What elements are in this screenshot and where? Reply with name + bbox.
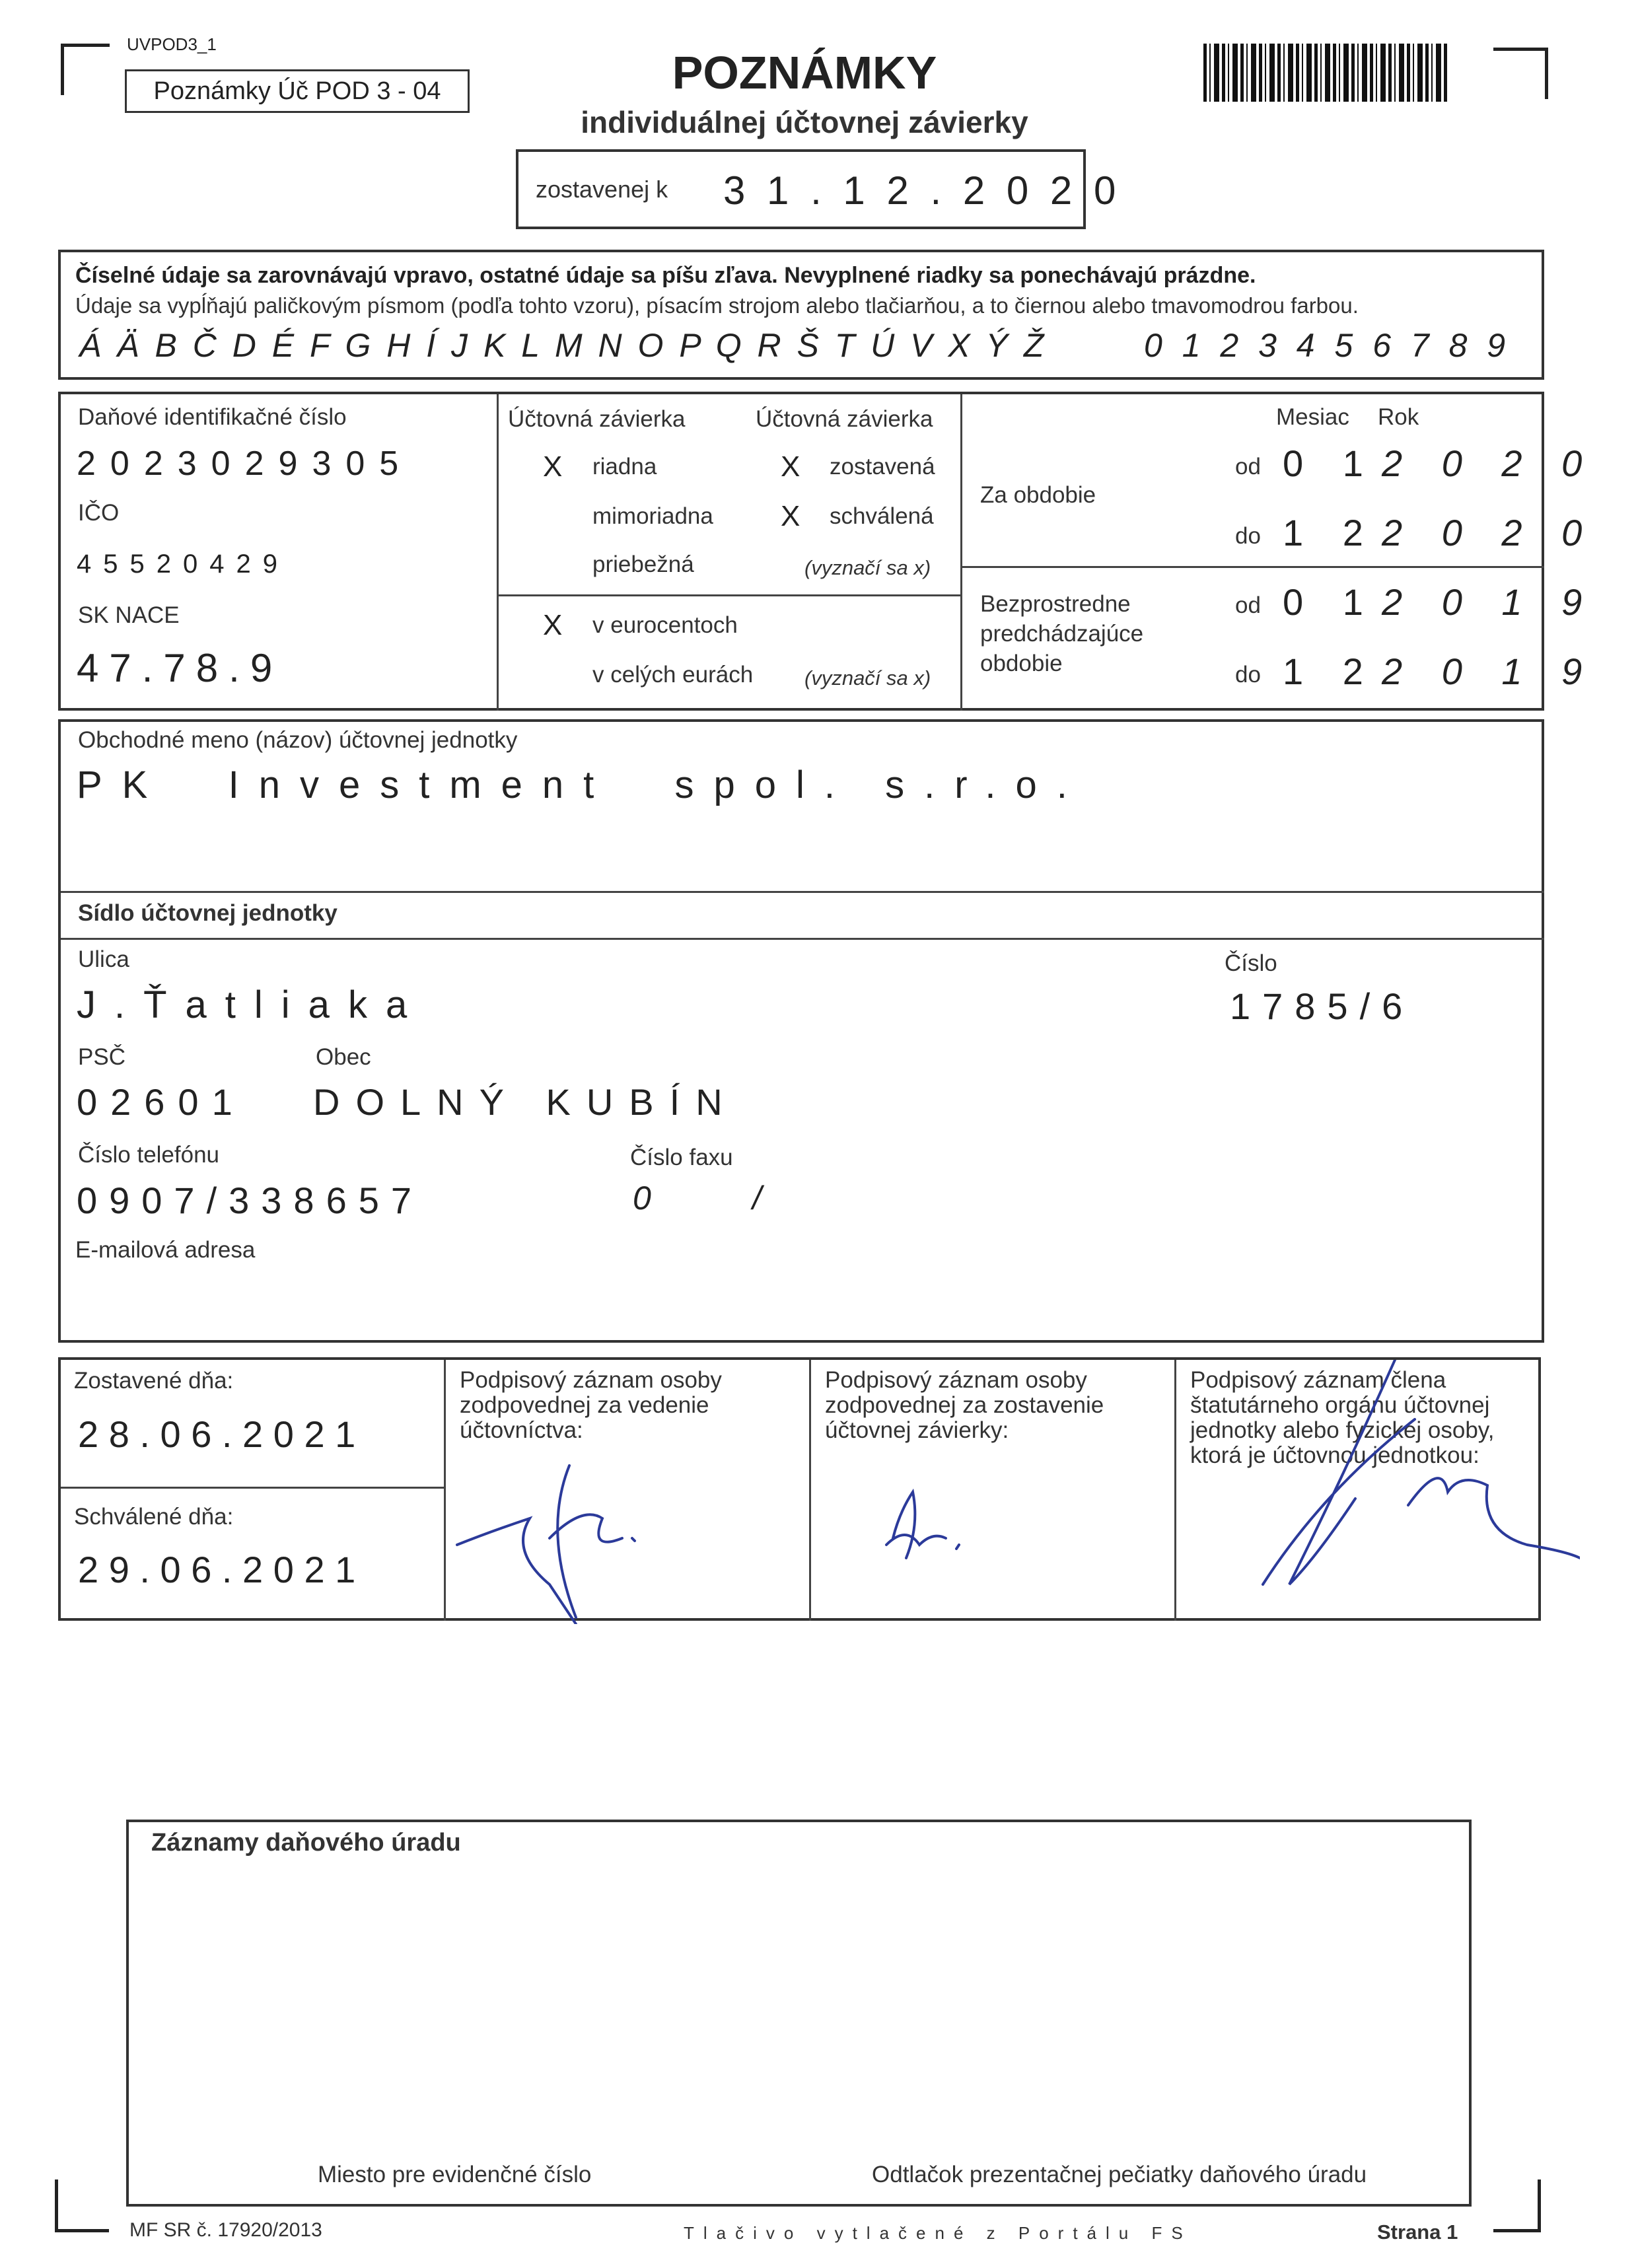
- dic-value: 2023029305: [77, 444, 413, 483]
- year-header: Rok: [1378, 404, 1419, 430]
- prev-from-month: 0 1: [1283, 581, 1378, 623]
- date-label: zostavenej k: [536, 176, 668, 203]
- corner-mark: [1493, 2179, 1541, 2232]
- checkbox-zostavena[interactable]: X: [781, 450, 801, 483]
- phone-label: Číslo telefónu: [78, 1142, 220, 1168]
- evidence-number-label: Miesto pre evidenčné číslo: [318, 2162, 592, 2187]
- tax-office-title: Záznamy daňového úradu: [151, 1829, 461, 1857]
- current-to-year: 2 0 2 0: [1382, 512, 1597, 553]
- current-from-month: 0 1: [1283, 443, 1378, 484]
- sample-digits: 0 1 2 3 4 5 6 7 8 9: [1144, 327, 1511, 364]
- unit-celych-eurach: v celých eurách: [592, 662, 754, 688]
- checkbox-schvalena[interactable]: X: [781, 500, 801, 532]
- nace-value: 47.78.9: [77, 646, 283, 690]
- state-zostavena: zostavená: [830, 454, 935, 479]
- hint-text: (vyznačí sa x): [804, 556, 931, 579]
- psc-value: 02601: [77, 1081, 246, 1123]
- sig3-label: Podpisový záznam člena štatutárneho orgánu účtovnej jednotky alebo fyzickej osoby, ktorá je účtovnou jednotkou:: [1190, 1367, 1495, 1468]
- prev-period-label: obdobie: [980, 651, 1063, 676]
- footer-printed: Tlačivo vytlačené z Portálu FS: [684, 2223, 1192, 2243]
- sig2-label: Podpisový záznam osoby zodpovednej za zostavenie účtovnej závierky:: [825, 1367, 1104, 1443]
- month-header: Mesiac: [1276, 404, 1349, 430]
- email-label: E-mailová adresa: [75, 1237, 256, 1263]
- street-value: J.Ťatliaka: [77, 983, 426, 1026]
- signature-1: [450, 1452, 715, 1624]
- current-from-year: 2 0 2 0: [1382, 443, 1597, 484]
- nace-label: SK NACE: [78, 602, 180, 628]
- state-header: Účtovná závierka: [756, 406, 933, 432]
- phone-value: 0907/338657: [77, 1180, 424, 1221]
- prev-period-label: Bezprostredne: [980, 591, 1131, 617]
- prev-to-year: 2 0 1 9: [1382, 651, 1597, 692]
- prev-to-month: 1 2: [1283, 651, 1378, 692]
- sample-letters: Á Ä B Č D É F G H Í J K L M N O P Q R Š T Ú V X Ý Ž: [79, 327, 1048, 364]
- approved-label: Schválené dňa:: [74, 1504, 234, 1530]
- signature-3: [1223, 1360, 1580, 1637]
- city-label: Obec: [316, 1044, 371, 1070]
- fax-value: 0 /: [633, 1180, 769, 1217]
- prev-from-year: 2 0 1 9: [1382, 581, 1597, 623]
- ico-value: 45520429: [77, 549, 289, 579]
- checkbox-riadna[interactable]: X: [543, 450, 563, 483]
- fax-label: Číslo faxu: [630, 1145, 733, 1170]
- date-value: 3 1 . 1 2 . 2 0 2 0: [723, 168, 1122, 213]
- compiled-date: 2 8 . 0 6 . 2 0 2 1: [78, 1413, 356, 1455]
- footer-page: Strana 1: [1377, 2220, 1458, 2244]
- page-title: POZNÁMKY: [672, 47, 937, 98]
- type-mimoriadna: mimoriadna: [592, 503, 713, 529]
- ico-label: IČO: [78, 500, 120, 526]
- corner-mark: [61, 44, 110, 95]
- number-label: Číslo: [1225, 950, 1277, 976]
- type-header: Účtovná závierka: [508, 406, 686, 432]
- checkbox-eurocenty[interactable]: X: [543, 609, 563, 641]
- barcode: [1203, 44, 1450, 102]
- type-riadna: riadna: [592, 454, 657, 479]
- instructions-line2: Údaje sa vypĺňajú paličkovým písmom (podľa tohto vzoru), písacím strojom alebo tlačiarňou, a to čiernou alebo tmavomodrou farbou.: [75, 293, 1359, 318]
- do-label: do: [1235, 662, 1261, 688]
- corner-mark: [55, 2179, 109, 2232]
- psc-label: PSČ: [78, 1044, 125, 1070]
- number-value: 1785/6: [1230, 985, 1415, 1027]
- footer-ministry: MF SR č. 17920/2013: [129, 2219, 322, 2241]
- date-box: [516, 149, 1122, 229]
- dic-label: Daňové identifikačné číslo: [78, 404, 347, 430]
- instructions-line1: Číselné údaje sa zarovnávajú vpravo, ostatné údaje sa píšu zľava. Nevyplnené riadky sa ponechávajú prázdne.: [75, 263, 1256, 288]
- current-period-label: Za obdobie: [980, 482, 1096, 508]
- corner-mark: [1493, 48, 1548, 99]
- approved-date: 2 9 . 0 6 . 2 0 2 1: [78, 1549, 356, 1590]
- street-label: Ulica: [78, 946, 129, 972]
- identification-box: [58, 392, 1597, 711]
- signature-2: [873, 1472, 1005, 1604]
- state-schvalena: schválená: [830, 503, 934, 529]
- compiled-label: Zostavené dňa:: [74, 1368, 234, 1394]
- seat-header: Sídlo účtovnej jednotky: [78, 900, 338, 926]
- sig1-label: Podpisový záznam osoby zodpovednej za vedenie účtovníctva:: [460, 1367, 722, 1443]
- page-subtitle: individuálnej účtovnej závierky: [581, 105, 1028, 139]
- company-box: [58, 719, 1544, 1343]
- company-name: PK Investment spol. s.r.o.: [77, 763, 1087, 806]
- tax-office-box: [126, 1820, 1472, 2207]
- type-priebezna: priebežná: [592, 551, 694, 577]
- od-label: od: [1235, 592, 1261, 618]
- city-value: DOLNÝ KUBÍN: [313, 1081, 738, 1123]
- stamp-label: Odtlačok prezentačnej pečiatky daňového úradu: [872, 2162, 1367, 2187]
- instructions-box: [58, 250, 1544, 380]
- company-name-label: Obchodné meno (názov) účtovnej jednotky: [78, 727, 518, 753]
- do-label: do: [1235, 523, 1261, 549]
- hint-text: (vyznačí sa x): [804, 666, 931, 690]
- signatures-box: [58, 1357, 1541, 1621]
- form-id: Poznámky Úč POD 3 - 04: [125, 69, 470, 113]
- current-to-month: 1 2: [1283, 512, 1378, 553]
- form-code: UVPOD3_1: [127, 34, 217, 54]
- od-label: od: [1235, 454, 1261, 479]
- unit-eurocentoch: v eurocentoch: [592, 612, 738, 638]
- prev-period-label: predchádzajúce: [980, 621, 1144, 647]
